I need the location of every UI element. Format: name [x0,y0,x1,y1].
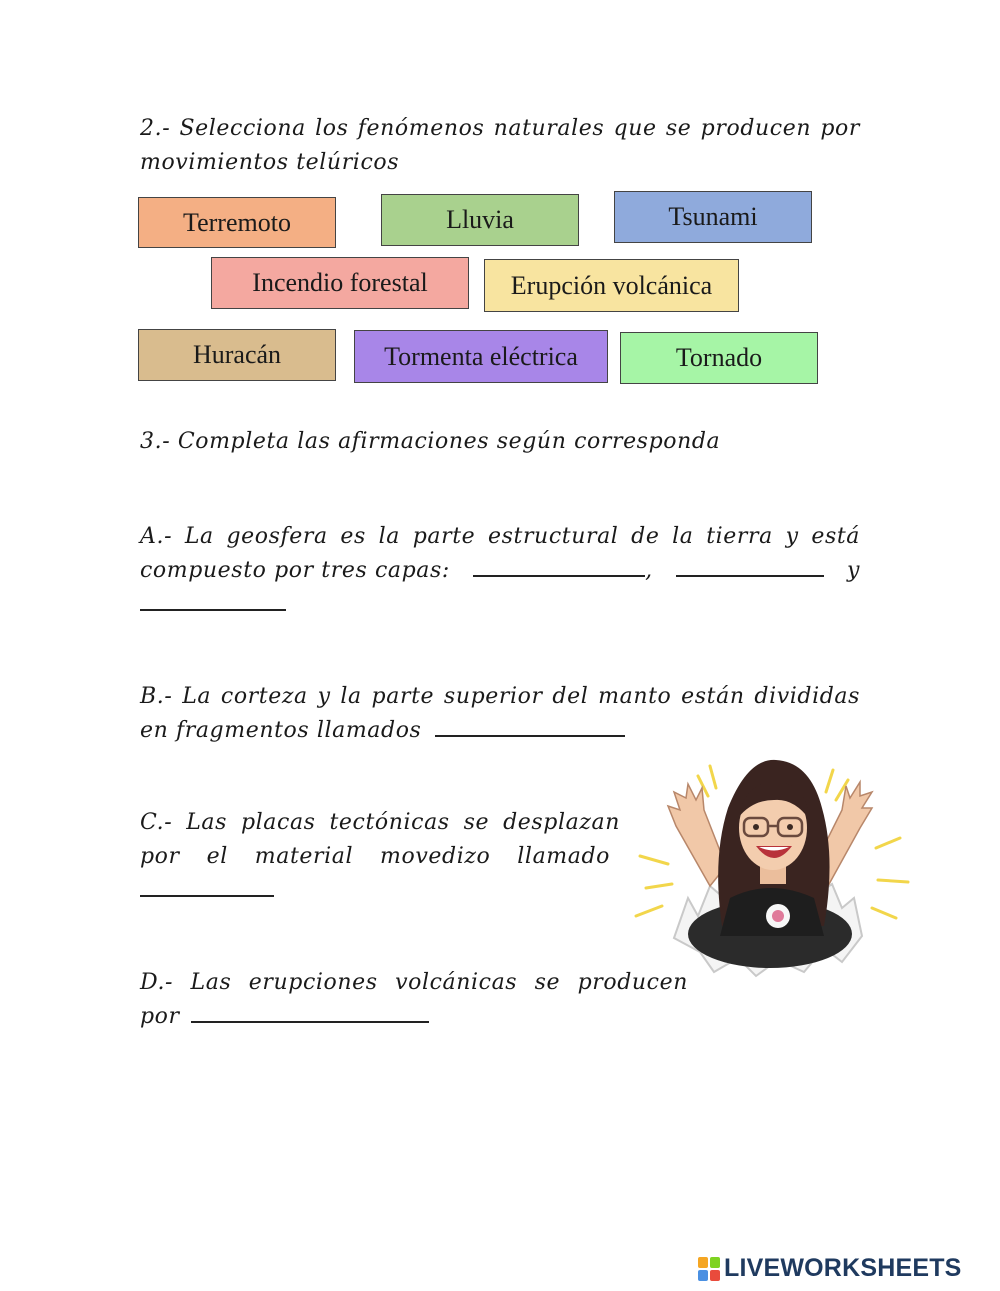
cheering-teacher-avatar-icon [628,748,910,980]
statement-a-separator: , [645,558,653,583]
statement-a-line-2 [140,554,860,588]
left-arm [668,784,726,886]
statement-b-prefix: en fragmentos llamados [140,718,422,743]
option-label: Lluvia [446,205,514,234]
option-terremoto[interactable] [138,197,336,248]
question-2-line-1: 2.- Selecciona los fenómenos naturales que se producen por [140,116,860,141]
question-2-line-2: movimientos telúricos [140,150,400,175]
option-tormenta-electrica[interactable] [354,330,608,383]
question-3-title: 3.- Completa las afirmaciones según corresponda [140,429,721,454]
logo-square-1 [698,1257,708,1268]
statement-a-conjunction: y [846,558,860,583]
liveworksheets-logo-icon [698,1257,720,1281]
statement-b-line-2 [140,714,860,748]
option-huracan[interactable] [138,329,336,381]
option-lluvia[interactable] [381,194,579,246]
question-2-heading [140,112,860,180]
statement-a-blank-group-1 [473,554,653,588]
option-tsunami[interactable] [614,191,812,243]
answer-blank-d[interactable] [191,1003,429,1023]
option-label: Tsunami [668,202,758,231]
statement-c-line-2: por el material movedizo llamado [140,844,610,869]
option-erupcion-volcanica[interactable] [484,259,739,312]
answer-blank-a3[interactable] [140,591,286,611]
statement-b [140,680,860,748]
statement-b-line-1: B.- La corteza y la parte superior del manto están divididas [140,684,860,709]
question-3-heading [140,425,860,459]
option-label: Tornado [675,343,763,372]
right-eye [787,824,793,830]
statement-a-prefix: compuesto por tres capas: [140,558,450,583]
option-incendio-forestal[interactable] [211,257,469,309]
statement-a-line-3 [140,588,860,622]
option-tornado[interactable] [620,332,818,384]
logo-square-3 [698,1270,708,1281]
statement-d-line-2 [140,1000,688,1034]
statement-c [140,806,620,908]
option-label: Tormenta eléctrica [384,341,578,371]
liveworksheets-brand [698,1254,962,1283]
answer-blank-a2[interactable] [676,557,824,577]
brand-name: LIVEWORKSHEETS [724,1254,962,1282]
statement-a [140,520,860,622]
option-label: Huracán [192,340,282,369]
option-label: Terremoto [183,207,291,237]
statement-d-line-1: D.- Las erupciones volcánicas se producen [140,970,688,995]
option-label: Erupción volcánica [510,270,713,300]
logo-square-4 [710,1270,720,1281]
statement-d [140,966,688,1034]
answer-blank-a1[interactable] [473,557,645,577]
answer-blank-b[interactable] [435,717,625,737]
left-eye [753,824,759,830]
shirt-print-center [772,910,784,922]
statement-c-line-3 [140,874,620,908]
answer-blank-c[interactable] [140,877,274,897]
logo-square-2 [710,1257,720,1268]
statement-d-prefix: por [140,1004,180,1029]
statement-a-line-1: A.- La geosfera es la parte estructural de la tierra y está [140,524,860,549]
option-label: Incendio forestal [252,268,428,297]
statement-c-line-1: C.- Las placas tectónicas se desplazan [140,810,620,835]
